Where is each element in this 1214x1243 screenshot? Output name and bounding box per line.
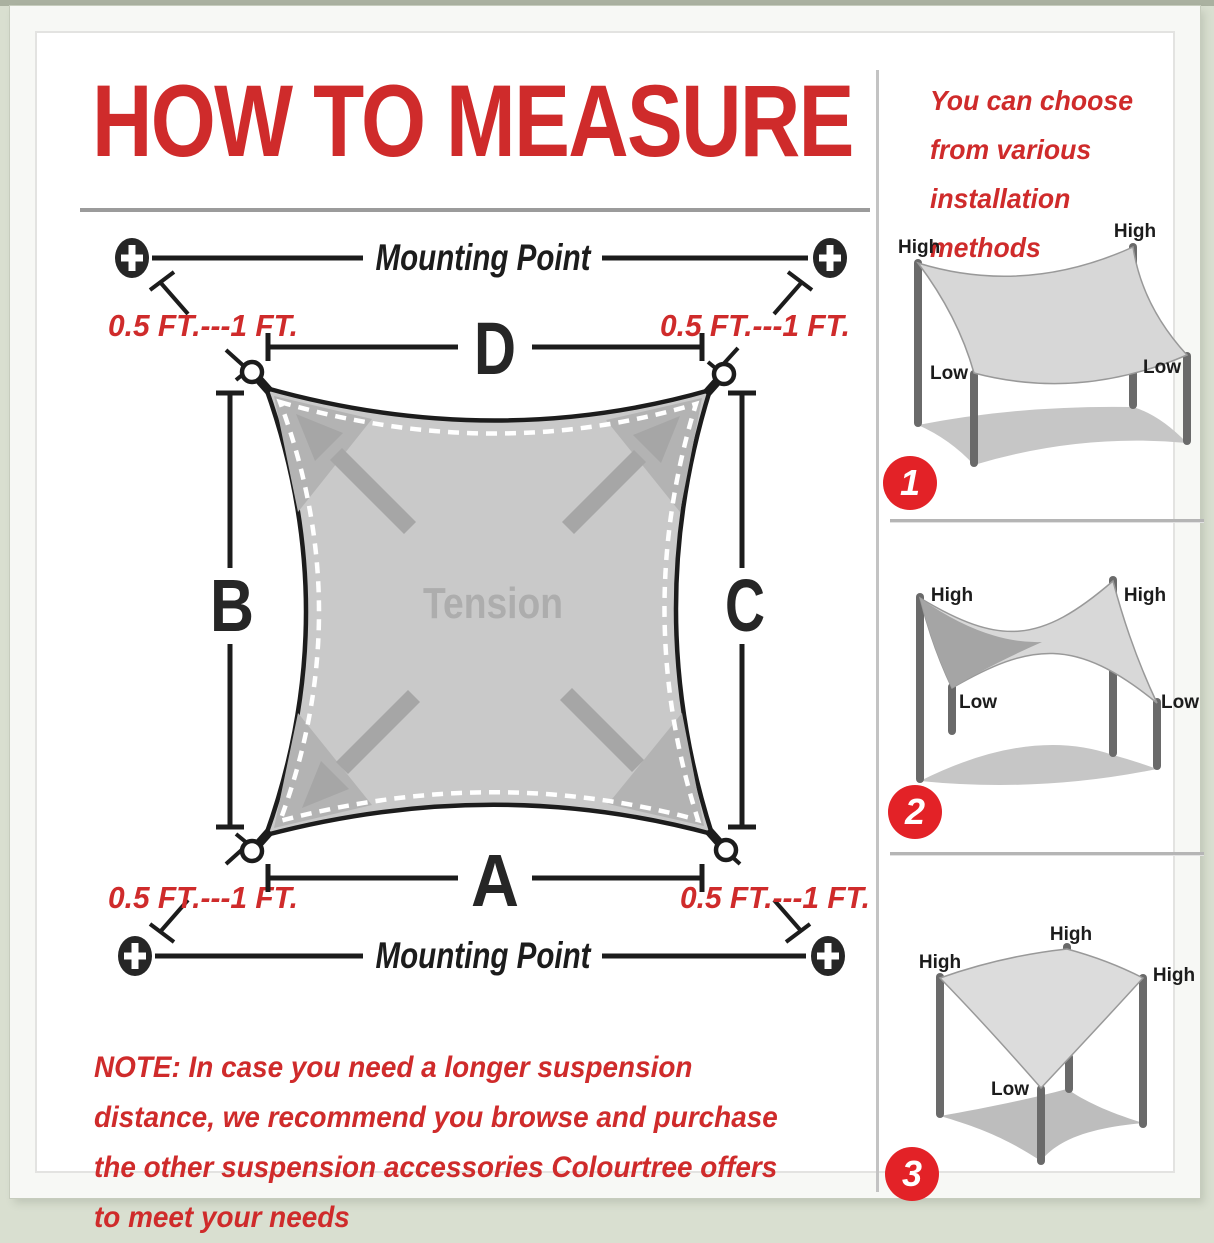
infographic-content [70,62,1210,1235]
corner-ring-bottom-right [708,830,736,860]
corner-label-high-right: High [1123,585,1167,606]
dim-label-right: C [725,564,765,647]
corner-label-high-left: High [918,952,962,973]
shade-sail [266,388,712,835]
measure-diagram [80,216,870,996]
corner-ring-top-right [706,364,734,394]
corner-label-low-left: Low [930,363,968,384]
column-divider [876,70,879,1192]
offset-label-top-right: 0.5 FT.---1 FT. [660,308,850,343]
mounting-point-icon-bottom-left [118,936,152,976]
corner-label-low-left: Low [959,692,997,713]
mounting-point-label-top: Mounting Point [375,237,592,278]
tension-label: Tension [423,579,563,628]
note-text: NOTE: In case you need a longer suspension distance, we recommend you browse and purchase the other suspension accessories Colourtree offers to meet your needs [94,1051,778,1235]
corner-ring-bottom-left [242,831,270,861]
sail-canopy [940,949,1143,1088]
install-method-1-diagram [890,211,1214,511]
corner-label-high-left: High [898,237,941,258]
title-divider [80,208,870,212]
method-2-badge: 2 [888,785,942,839]
corner-label-low-right: Low [1161,692,1199,713]
installation-intro: You can choose from various installation methods [930,85,1134,263]
install-method-2-diagram [890,531,1214,841]
page-title: HOW TO MEASURE [92,64,853,178]
dim-label-left: B [210,564,254,647]
corner-label-low-right: Low [1143,357,1181,378]
corner-label-high-right: High [1113,221,1157,242]
method-3-badge: 3 [885,1147,939,1201]
photo-frame [10,6,1200,1235]
mounting-point-label-bottom: Mounting Point [375,935,592,976]
corner-ring-top-left [242,362,270,392]
sail-shaded-wing [920,598,1042,688]
mounting-point-icon-bottom-right [811,936,845,976]
install-method-3-diagram [890,861,1214,1191]
corner-label-high-right: High [1152,965,1196,986]
mounting-point-icon-top-right [813,238,847,278]
offset-label-top-left: 0.5 FT.---1 FT. [108,308,298,343]
dim-label-top: D [474,307,516,390]
corner-label-high-top: High [1049,924,1093,945]
corner-label-high-left: High [930,585,974,606]
method-1-badge: 1 [883,456,937,510]
corner-label-low-front: Low [991,1079,1029,1100]
offset-label-bottom-right: 0.5 FT.---1 FT. [680,880,870,915]
ground-shadow [920,745,1157,785]
installation-panel [890,62,1214,1204]
offset-label-bottom-left: 0.5 FT.---1 FT. [108,880,298,915]
measure-panel [80,62,872,1235]
ground-shadow [918,407,1187,465]
mounting-point-icon-top-left [115,238,149,278]
method-divider-2 [890,852,1204,856]
dim-label-bottom: A [471,839,519,922]
method-divider-1 [890,519,1204,523]
